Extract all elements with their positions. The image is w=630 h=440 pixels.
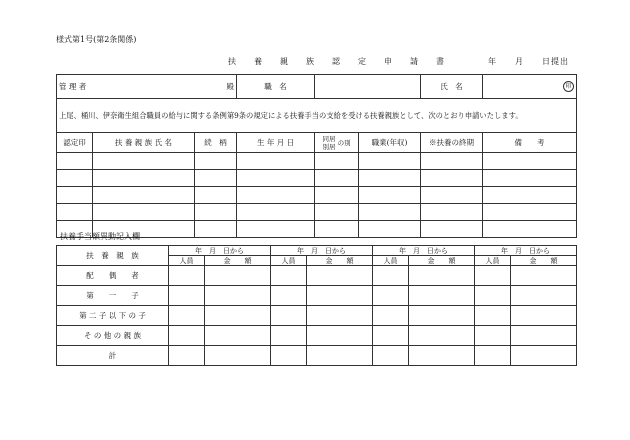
- dependent-row: [57, 204, 577, 221]
- period-4: 年 月 日から: [475, 246, 577, 256]
- period-1: 年 月 日から: [169, 246, 271, 256]
- post-field[interactable]: [315, 75, 421, 99]
- form-title: 扶 養 親 族 認 定 申 請 書: [228, 57, 449, 66]
- col-seal: 認定印: [57, 133, 93, 153]
- name-label: 氏 名: [421, 75, 483, 99]
- col-end: ※扶養の終期: [421, 133, 483, 153]
- admin-cell: [57, 75, 237, 99]
- col-name: 扶 養 親 族 氏 名: [93, 133, 195, 153]
- amount-label: 金 額: [511, 256, 577, 266]
- persons-label: 人員: [373, 256, 409, 266]
- column-header-row: [57, 133, 577, 153]
- col-remarks: 備 考: [483, 133, 577, 153]
- dependent-row: [57, 187, 577, 204]
- amount-label: 金 額: [307, 256, 373, 266]
- period-2: 年 月 日から: [271, 246, 373, 256]
- period-3: 年 月 日から: [373, 246, 475, 256]
- spouse-row: [57, 266, 577, 286]
- application-table: [56, 74, 577, 238]
- name-field[interactable]: [483, 75, 577, 99]
- row-label-second-child: 第 二 子 以 下 の 子: [57, 306, 169, 326]
- amount-label: 金 額: [409, 256, 475, 266]
- admin-label: 管 理 者: [59, 82, 87, 91]
- category-label: 扶 養 親 族: [57, 246, 169, 266]
- col-relation: 続 柄: [195, 133, 237, 153]
- second-child-row: [57, 306, 577, 326]
- col-cohab-2: 別居: [322, 142, 336, 151]
- row-label-total: 計: [57, 346, 169, 366]
- dependent-row: [57, 153, 577, 170]
- total-row: [57, 346, 577, 366]
- persons-label: 人員: [475, 256, 511, 266]
- statement-text: 上尾、桶川、伊奈衛生組合職員の給与に関する条例第9条の規定による扶養手当の支給を受ける扶養親族として、次のとおり申請いたします。: [57, 99, 577, 133]
- col-cohab-suffix: の別: [337, 138, 351, 147]
- dependent-row: [57, 170, 577, 187]
- dono-label: 殿: [226, 82, 235, 91]
- amount-label: 金 額: [205, 256, 271, 266]
- col-cohab: [315, 133, 359, 153]
- persons-label: 人員: [169, 256, 205, 266]
- other-relative-row: [57, 326, 577, 346]
- row-label-spouse: 配 偶 者: [57, 266, 169, 286]
- persons-label: 人員: [271, 256, 307, 266]
- row-label-first-child: 第 一 子: [57, 286, 169, 306]
- post-label: 職 名: [237, 75, 315, 99]
- period-row: [57, 246, 577, 256]
- allowance-change-table: [56, 245, 577, 366]
- applicant-row: [57, 75, 577, 99]
- first-child-row: [57, 286, 577, 306]
- col-cohab-1: 同居: [322, 134, 336, 143]
- seal-mark: 印: [563, 81, 574, 92]
- col-job: 職業(年収): [359, 133, 421, 153]
- statement-row: [57, 99, 577, 133]
- col-dob: 生 年 月 日: [237, 133, 315, 153]
- row-label-other: そ の 他 の 親 族: [57, 326, 169, 346]
- submission-date: 年 月 日提出: [488, 57, 569, 66]
- form-number: 様式第1号(第2条関係): [56, 35, 137, 44]
- section2-title: 扶養手当額異動記入欄: [60, 232, 140, 241]
